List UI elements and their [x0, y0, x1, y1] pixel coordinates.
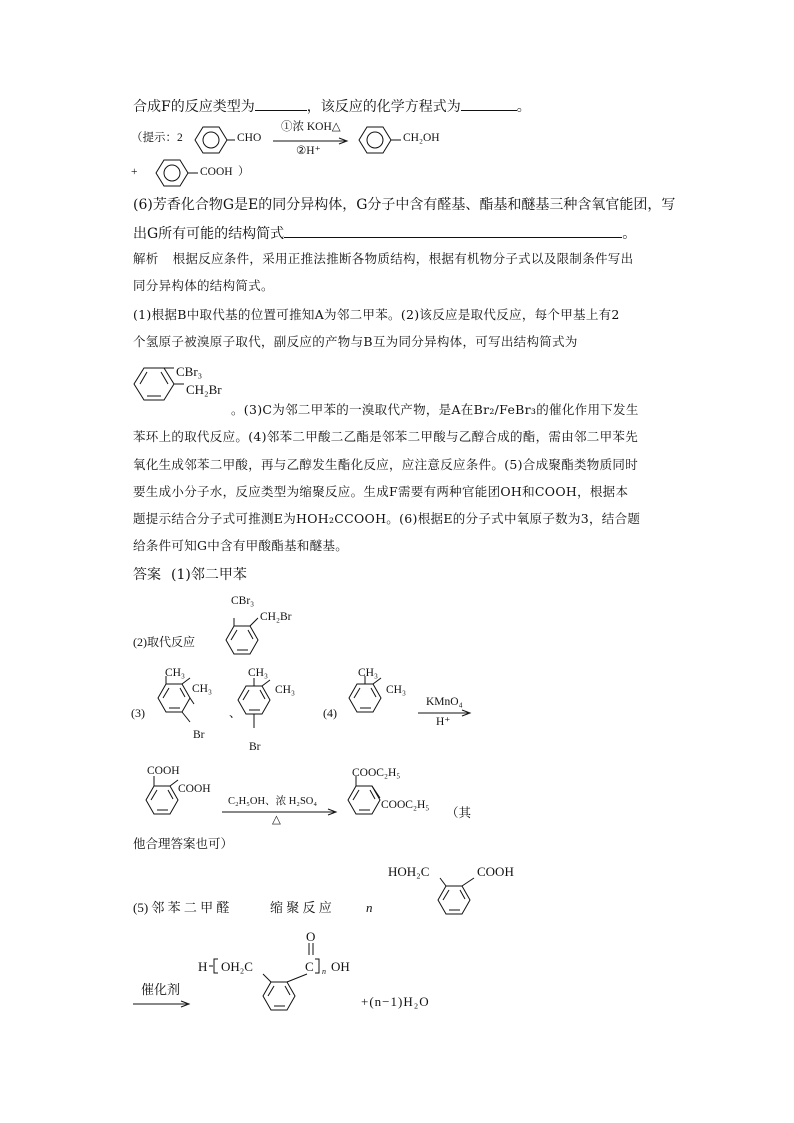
hint-plus: + [131, 166, 138, 178]
cooh-b: COOH [178, 783, 211, 795]
phthalic-acid-structure [140, 770, 210, 832]
answer-4-ch3-b: CH₃ [386, 684, 406, 696]
reaction-arrow-icon [222, 809, 340, 817]
benzene-ring-icon [355, 122, 405, 158]
cooc2h5-a: COOC₂H₅ [352, 767, 401, 779]
hint-cooh: COOH [200, 166, 233, 178]
q6-line1: (6)芳香化合物G是E的同分异构体，G分子中含有醛基、酯基和醚基三种含氧官能团，写 [133, 197, 676, 213]
n-coefficient: n [366, 900, 373, 915]
bracket-open-icon [208, 958, 222, 976]
side-product-cbr3: CBr₃ [176, 364, 203, 379]
cooh-label: COOH [477, 864, 514, 879]
answer-2: (2)取代反应 [133, 635, 195, 649]
polymer-ring-structure [255, 968, 325, 1026]
analysis-line1 [133, 253, 633, 266]
poly-h: H [198, 959, 208, 974]
catalyst-label: 催化剂 [141, 983, 181, 998]
q5-text-1: 合成F的反应类型为 [133, 99, 255, 115]
hint-cho: CHO [237, 132, 262, 144]
hint-cond-bottom: ②H⁺ [296, 145, 321, 157]
hint-ch2oh: CH₂OH [403, 132, 440, 144]
answer-line1 [133, 568, 247, 582]
q6-end: 。 [622, 226, 637, 242]
poly-subscript-n: n [322, 967, 326, 976]
separator: 、 [229, 706, 242, 720]
poly-carbonyl-o: O [306, 929, 316, 944]
double-bond-icon [306, 943, 316, 957]
q6-line2-text: 出G所有可能的结构简式 [133, 226, 285, 242]
reaction-arrow-icon [133, 1001, 193, 1009]
poly-oh: OH [331, 959, 350, 974]
answer-4-ch3-a: CH₃ [358, 667, 378, 679]
answer-3-structure-2 [232, 668, 292, 748]
answer-blank [461, 98, 517, 111]
answer-blank [284, 225, 622, 238]
answer-5-label: (5) 邻 苯 二 甲 醛 [133, 900, 230, 915]
analysis-line7: 氧化生成邻苯二甲酸，再与乙醇发生酯化反应，应注意反应条件。(5)合成聚酯类物质同时 [133, 457, 639, 472]
answer-3-ch3-b: CH₃ [192, 683, 212, 695]
answer-2-cbr3: CBr₃ [231, 595, 255, 607]
analysis-line10: 给条件可知G中含有甲酸酯基和醚基。 [133, 538, 349, 553]
benzene-ring-icon [185, 122, 235, 158]
poly-ohc: OH₂C [221, 959, 253, 974]
monomer-structure [430, 872, 500, 928]
kmno4-label: KMnO₄ [426, 696, 463, 708]
analysis-line6: 苯环上的取代反应。(4)邻苯二甲酸二乙酯是邻苯二甲酸与乙醇合成的酯，需由邻二甲苯先 [133, 429, 639, 444]
hoh2c-label: HOH₂C [388, 864, 430, 879]
q5-text-3: 。 [516, 99, 531, 115]
analysis-label: 解析 [133, 251, 159, 266]
answer-1: (1)邻二甲苯 [171, 567, 247, 583]
answer-blank [255, 98, 307, 111]
ester-conditions: C₂H₅OH、浓 H₂SO₄ [228, 796, 318, 807]
poly-c: C [305, 959, 314, 974]
answer-3-ch3-c: CH₃ [248, 667, 268, 679]
water-byproduct: +(n−1)H₂O [361, 994, 430, 1009]
hint-cond-top: ①浓 KOH△ [281, 121, 341, 133]
side-product-ch2br: CH₂Br [186, 382, 222, 397]
analysis-line5: 。(3)C为邻二甲苯的一溴取代产物，是A在Br₂/FeBr₃的催化作用下发生 [231, 402, 639, 417]
answer-3-br: Br [193, 729, 205, 741]
analysis-text: 根据反应条件，采用正推法推断各物质结构，根据有机物分子式以及限制条件写出 [172, 251, 634, 266]
analysis-line4: 个氢原子被溴原子取代，副反应的产物与B互为同分异构体，可写出结构简式为 [133, 334, 578, 349]
cooc2h5-b: COOC₂H₅ [381, 799, 430, 811]
answer-label: 答案 [133, 567, 161, 583]
q6-line2 [133, 225, 636, 241]
q5-line [133, 98, 531, 114]
answer-3-br-2: Br [249, 741, 261, 753]
answer-2-ch2br: CH₂Br [260, 611, 292, 623]
answer-3-ch3-a: CH₃ [165, 667, 185, 679]
other-answers-1: （其 [446, 806, 472, 820]
cooh-a: COOH [147, 765, 180, 777]
h-plus-label: H⁺ [436, 716, 451, 728]
analysis-line8: 要生成小分子水，反应类型为缩聚反应。生成F需要有两种官能团OH和COOH，根据本 [133, 484, 629, 499]
answer-5-type: 缩 聚 反 应 [270, 900, 332, 915]
hint-open: （提示：2 [131, 132, 183, 144]
answer-3: (3) [131, 706, 145, 720]
analysis-line9: 题提示结合分子式可推测E为HOH₂CCOOH。(6)根据E的分子式中氧原子数为3，结合题 [133, 511, 641, 526]
other-answers-2: 他合理答案也可） [133, 837, 234, 851]
q5-text-2: ，该反应的化学方程式为 [306, 99, 461, 115]
analysis-line2: 同分异构体的结构简式。 [133, 278, 274, 293]
benzene-ring-icon [150, 155, 200, 191]
hint-close: ） [238, 166, 250, 178]
analysis-line3: (1)根据B中取代基的位置可推知A为邻二甲苯。(2)该反应是取代反应，每个甲基上有2 [133, 307, 620, 322]
answer-3-ch3-d: CH₃ [275, 684, 295, 696]
heat-label: △ [272, 814, 281, 826]
answer-4: (4) [323, 706, 337, 720]
